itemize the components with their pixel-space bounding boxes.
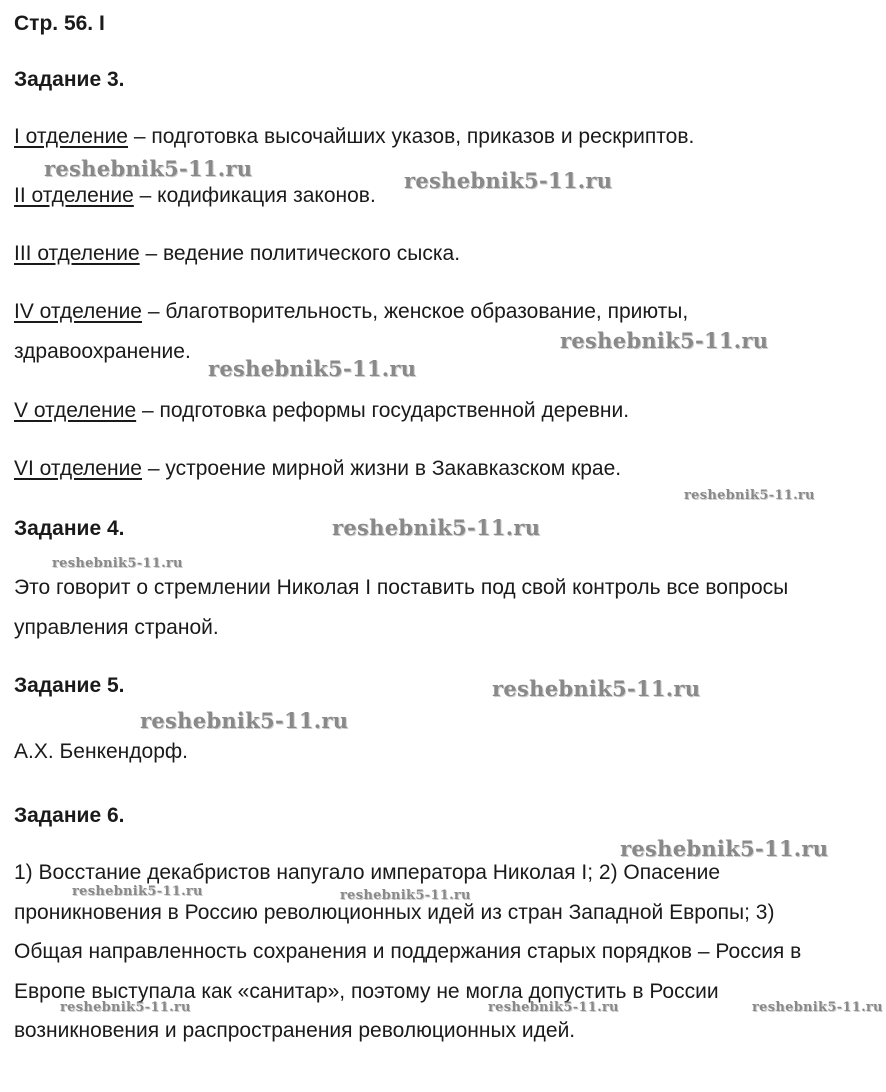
- task3-item-2: [14, 184, 376, 208]
- task6-line-2: проникновения в Россию революционных идей из стран Западной Европы; 3): [14, 901, 775, 924]
- department-term: V отделение: [14, 399, 137, 422]
- watermark: reshebnik5-11.ru: [52, 556, 183, 571]
- department-term: I отделение: [14, 125, 128, 148]
- watermark: reshebnik5-11.ru: [140, 708, 349, 733]
- task3-item-4-continuation: здравоохранение.: [14, 340, 191, 363]
- task6-line-3: Общая направленность сохранения и поддержания старых порядков – Россия в: [14, 940, 802, 963]
- department-term: II отделение: [14, 184, 134, 207]
- watermark: reshebnik5-11.ru: [60, 1000, 191, 1015]
- watermark: reshebnik5-11.ru: [752, 1000, 883, 1015]
- task6-line-1: 1) Восстание декабристов напугало императора Николая I; 2) Опасение: [14, 861, 721, 884]
- task3-item-6: [14, 457, 621, 481]
- task4-line-2: управления страной.: [14, 616, 219, 639]
- task5-heading: Задание 5.: [14, 674, 125, 697]
- task6-line-4: Европе выступала как «санитар», поэтому не могла допустить в России: [14, 980, 719, 1003]
- department-description: – подготовка реформы государственной деревни.: [136, 399, 630, 422]
- page-header: Стр. 56. I: [14, 12, 105, 35]
- task6-heading: Задание 6.: [14, 804, 125, 827]
- department-description: – кодификация законов.: [133, 184, 376, 207]
- watermark: reshebnik5-11.ru: [684, 488, 815, 503]
- watermark: reshebnik5-11.ru: [340, 888, 471, 903]
- watermark: reshebnik5-11.ru: [332, 515, 541, 540]
- task4-heading: Задание 4.: [14, 517, 125, 540]
- watermark: reshebnik5-11.ru: [72, 884, 203, 899]
- watermark: reshebnik5-11.ru: [404, 168, 613, 193]
- task3-heading: Задание 3.: [14, 68, 125, 91]
- watermark: reshebnik5-11.ru: [488, 1000, 619, 1015]
- task3-item-1: [14, 125, 694, 149]
- task5-answer: А.Х. Бенкендорф.: [14, 740, 188, 763]
- department-description: – устроение мирной жизни в Закавказском крае.: [142, 457, 622, 480]
- department-description: – подготовка высочайших указов, приказов и рескриптов.: [127, 125, 695, 148]
- task6-line-5: возникновения и распространения революционных идей.: [14, 1019, 576, 1042]
- task3-item-4: [14, 300, 688, 324]
- watermark: reshebnik5-11.ru: [492, 676, 701, 701]
- department-term: IV отделение: [14, 300, 142, 323]
- watermark: reshebnik5-11.ru: [44, 156, 253, 181]
- task3-item-5: [14, 399, 629, 423]
- watermark: reshebnik5-11.ru: [560, 328, 769, 353]
- task4-line-1: Это говорит о стремлении Николая I поставить под свой контроль все вопросы: [14, 576, 789, 599]
- watermark: reshebnik5-11.ru: [208, 356, 417, 381]
- task3-item-3: [14, 242, 460, 266]
- department-term: III отделение: [14, 242, 140, 265]
- watermark: reshebnik5-11.ru: [620, 836, 829, 861]
- department-description: – ведение политического сыска.: [139, 242, 461, 265]
- department-term: VI отделение: [14, 457, 142, 480]
- department-description: – благотворительность, женское образование, приюты,: [142, 300, 689, 323]
